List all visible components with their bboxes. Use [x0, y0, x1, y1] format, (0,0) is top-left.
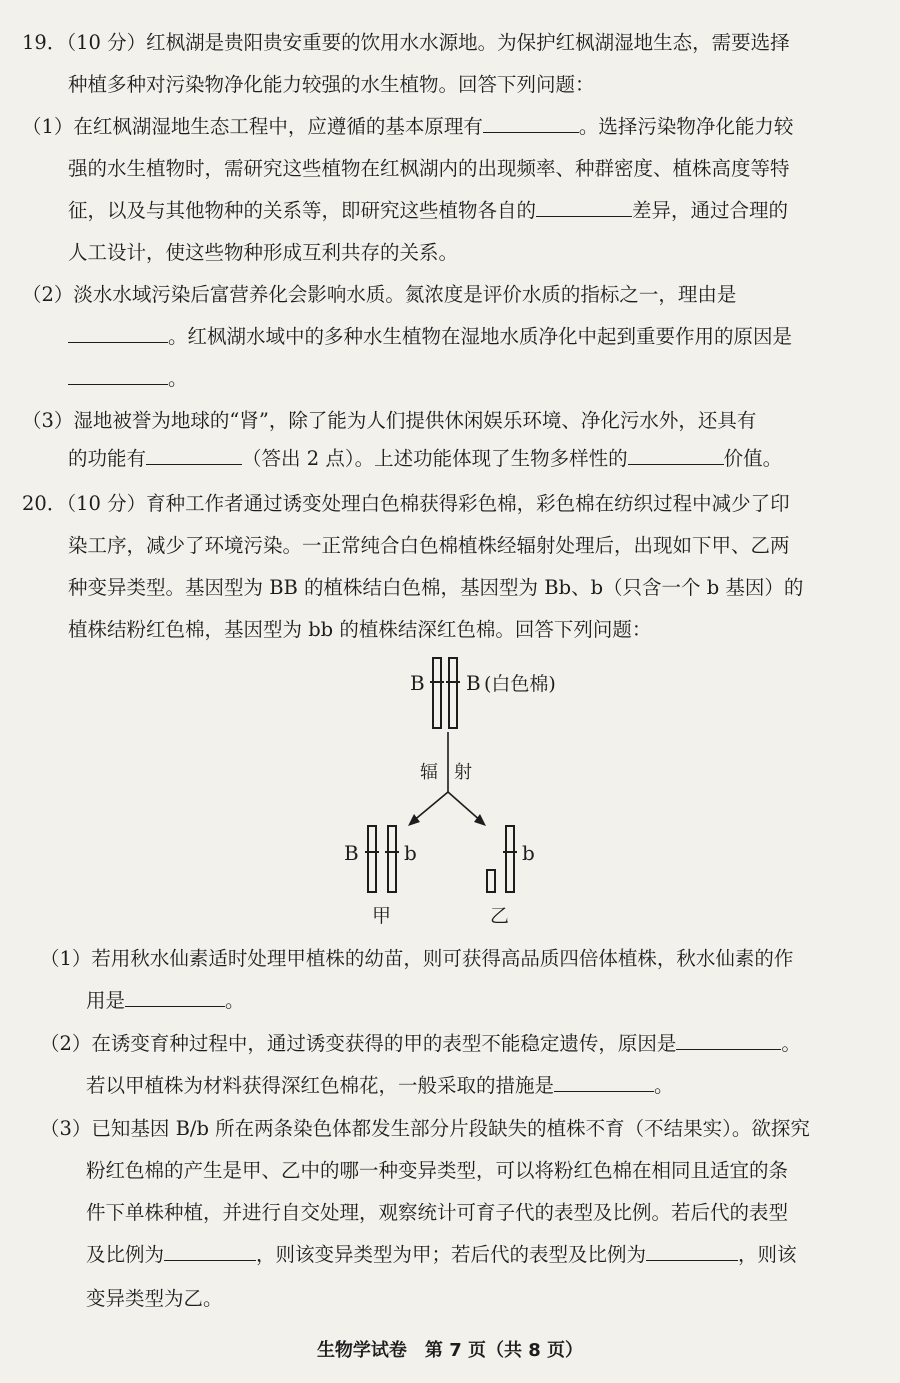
- q19-part2-line-2: [68, 324, 792, 350]
- q19-part2-line2-text: 。红枫湖水域中的多种水生植物在湿地水质净化中起到重要作用的原因是: [168, 325, 793, 348]
- top-chromosome-pair: [430, 658, 460, 728]
- q20-part2-line2-b: 。: [654, 1074, 674, 1097]
- answer-blank[interactable]: [164, 1242, 256, 1261]
- q19-part2-line-1: （2）淡水水域污染后富营养化会影响水质。氮浓度是评价水质的指标之一，理由是: [22, 283, 737, 306]
- white-cotton-label: (白色棉): [484, 673, 556, 695]
- answer-blank[interactable]: [676, 1031, 781, 1050]
- chromosome-diagram: [330, 650, 570, 935]
- answer-blank[interactable]: [68, 366, 168, 385]
- q20-part2-line1-b: 。: [781, 1032, 801, 1055]
- q20-line-1: 20．（10 分）育种工作者通过诱变处理白色棉获得彩色棉，彩色棉在纺织过程中减少了印: [22, 492, 790, 515]
- q19-part1-line-3: [68, 198, 788, 224]
- q20-part1-line-1: （1）若用秋水仙素适时处理甲植株的幼苗，则可获得高品质四倍体植株，秋水仙素的作: [40, 947, 794, 970]
- answer-blank[interactable]: [646, 1242, 738, 1261]
- answer-blank[interactable]: [483, 114, 579, 133]
- q19-part1-line-1: [22, 114, 793, 140]
- q20-part3-line-5: 变异类型为乙。: [86, 1287, 223, 1310]
- q19-part1-line3-a: 征，以及与其他物种的关系等，即研究这些植物各自的: [68, 199, 537, 222]
- q20-line-3: 种变异类型。基因型为 BB 的植株结白色棉，基因型为 Bb、b（只含一个 b 基因）的: [68, 576, 804, 599]
- q19-part3-line-2: [68, 446, 782, 472]
- q19-part1-line3-b: 差异，通过合理的: [632, 199, 789, 222]
- q19-part3-line-1: （3）湿地被誉为地球的“肾”，除了能为人们提供休闲娱乐环境、净化污水外，还具有: [22, 409, 757, 432]
- q19-part2-line-3: [68, 366, 188, 392]
- q20-part1-line2-b: 。: [225, 989, 245, 1012]
- q20-part3-line-1: （3）已知基因 B/b 所在两条染色体都发生部分片段缺失的植株不育（不结果实）。欲探究: [40, 1117, 810, 1140]
- answer-blank[interactable]: [146, 446, 242, 465]
- q19-part2-line3-text: 。: [168, 367, 188, 390]
- q19-part1-line-4: 人工设计，使这些物种形成互利共存的关系。: [68, 241, 459, 264]
- q20-part3-line4-c: ，则该: [738, 1243, 797, 1266]
- q20-part3-line4-a: 及比例为: [86, 1243, 165, 1266]
- q20-part3-line4-b: ，则该变异类型为甲；若后代的表型及比例为: [256, 1243, 647, 1266]
- q19-line-2: 种植多种对污染物净化能力较强的水生植物。回答下列问题：: [68, 73, 595, 96]
- q20-part3-line-2: 粉红色棉的产生是甲、乙中的哪一种变异类型，可以将粉红色棉在相同且适宜的条: [86, 1159, 789, 1182]
- q19-part3-line2-a: 的功能有: [68, 447, 147, 470]
- yi-label: 乙: [490, 905, 510, 927]
- top-gene-right: B: [466, 671, 481, 695]
- answer-blank[interactable]: [628, 446, 724, 465]
- q19-part1-line-2: 强的水生植物时，需研究这些植物在红枫湖内的出现频率、种群密度、植株高度等特: [68, 157, 790, 180]
- page-footer: 生物学试卷 第 7 页（共 8 页）: [316, 1340, 584, 1361]
- radiation-label-left: 辐: [420, 762, 438, 783]
- answer-blank[interactable]: [554, 1073, 654, 1092]
- q20-line-2: 染工序，减少了环境污染。一正常纯合白色棉植株经辐射处理后，出现如下甲、乙两: [68, 534, 790, 557]
- q19-part3-line2-b: （答出 2 点）。上述功能体现了生物多样性的: [242, 447, 628, 470]
- jia-label: 甲: [372, 905, 392, 927]
- q20-part2-line-1: [40, 1031, 801, 1057]
- yi-chromosome-pair: [487, 826, 517, 892]
- answer-blank[interactable]: [125, 988, 225, 1007]
- top-gene-left: B: [410, 671, 425, 695]
- q20-part2-line1-a: （2）在诱变育种过程中，通过诱变获得的甲的表型不能稳定遗传，原因是: [40, 1032, 677, 1055]
- answer-blank[interactable]: [68, 324, 168, 343]
- q19-part1-text-a: （1）在红枫湖湿地生态工程中，应遵循的基本原理有: [22, 115, 483, 138]
- q20-line-4: 植株结粉红色棉，基因型为 bb 的植株结深红色棉。回答下列问题：: [68, 618, 652, 641]
- yi-gene-right: b: [522, 841, 535, 865]
- jia-gene-left: B: [344, 841, 359, 865]
- q20-part1-line-2: [86, 988, 245, 1014]
- q20-part1-line2-a: 用是: [86, 989, 126, 1012]
- q19-line-1: 19．（10 分）红枫湖是贵阳贵安重要的饮用水水源地。为保护红枫湖湿地生态，需要选择: [22, 31, 790, 54]
- q20-part3-line-4: [86, 1242, 797, 1268]
- q20-part2-line2-a: 若以甲植株为材料获得深红色棉花，一般采取的措施是: [86, 1074, 555, 1097]
- jia-gene-right: b: [404, 841, 417, 865]
- q19-part3-line2-c: 价值。: [723, 447, 783, 470]
- answer-blank[interactable]: [536, 198, 632, 217]
- q20-part3-line-3: 件下单株种植，并进行自交处理，观察统计可育子代的表型及比例。若后代的表型: [86, 1201, 789, 1224]
- q19-part1-text-b: 。选择污染物净化能力较: [578, 115, 794, 138]
- jia-chromosome-pair: [365, 826, 399, 892]
- q20-part2-line-2: [86, 1073, 674, 1099]
- radiation-label-right: 射: [454, 762, 472, 783]
